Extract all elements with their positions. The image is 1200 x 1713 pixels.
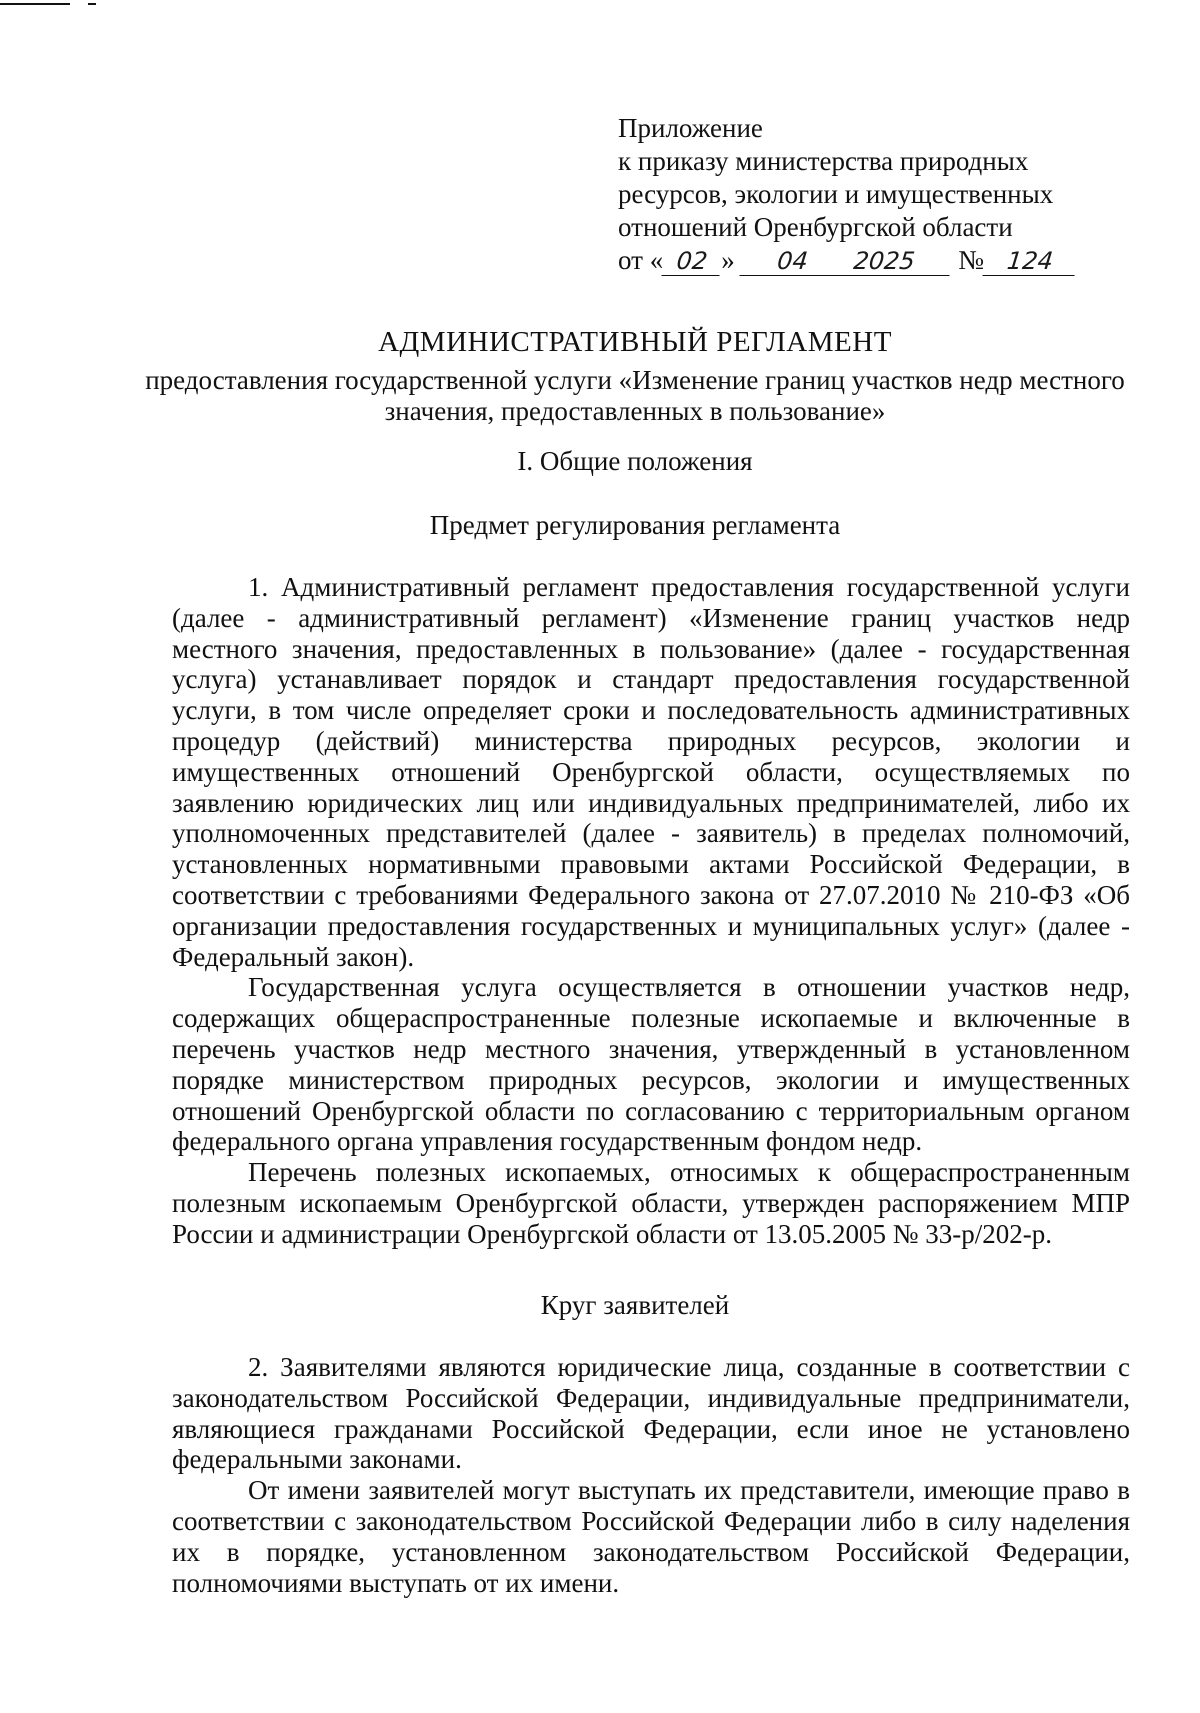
appendix-line: к приказу министерства природных — [618, 146, 1029, 176]
body-block-1 — [172, 572, 1130, 1250]
paragraph: Перечень полезных ископаемых, относимых к общераспространенным полезным ископаемым Оренбургской области, утвержден распоряжением МПР России и администрации Оренбургской области от 13.05.2005 № 33-р/202-р. — [172, 1157, 1130, 1249]
document-title: АДМИНИСТРАТИВНЫЙ РЕГЛАМЕНТ — [378, 326, 892, 358]
subsection-heading: Круг заявителей — [540, 1290, 730, 1320]
document-subtitle: предоставления государственной услуги «Изменение границ участков недр местного значения, предоставленных в пользование» — [145, 365, 1125, 426]
section-heading: I. Общие положения — [517, 446, 753, 476]
handwritten-year: 2025 — [852, 247, 917, 275]
date-prefix: от « — [618, 245, 664, 275]
number-sign: № — [958, 245, 984, 275]
handwritten-day: 02 — [662, 247, 723, 276]
paragraph: От имени заявителей могут выступать их представители, имеющие право в соответствии с законодательством Российской Федерации либо в силу наделения их в порядке, установленном законодательством Российской Федерации, полномочиями выступать от их имени. — [172, 1475, 1130, 1598]
appendix-line: Приложение — [618, 113, 763, 143]
handwritten-month-year — [740, 247, 953, 276]
scan-edge-mark — [88, 3, 96, 5]
body-block-2 — [172, 1352, 1130, 1598]
title-block — [130, 325, 1140, 427]
appendix-line: ресурсов, экологии и имущественных — [618, 179, 1054, 209]
appendix-header — [618, 112, 1138, 277]
handwritten-month: 04 — [776, 247, 810, 275]
paragraph: 2. Заявителями являются юридические лица, созданные в соответствии с законодательством Российской Федерации, индивидуальные предприниматели, являющиеся гражданами Российской Федерации, если иное не установлено федеральными законами. — [172, 1352, 1130, 1475]
subsection-heading: Предмет регулирования регламента — [429, 510, 841, 540]
paragraph: 1. Административный регламент предоставления государственной услуги (далее - административный регламент) «Изменение границ участков недр местного значения, предоставленных в пользование» (далее - государственная услуга) устанавливает порядок и стандарт предоставления государственной услуги, в том числе определяет сроки и последовательность административных процедур (действий) министерства природных ресурсов, экологии и имущественных отношений Оренбургской области, осуществляемых по заявлению юридических лиц или индивидуальных предпринимателей, либо их уполномоченных представителей (далее - заявитель) в пределах полномочий, установленных нормативными правовыми актами Российской Федерации, в соответствии с требованиями Федерального закона от 27.07.2010 № 210-ФЗ «Об организации предоставления государственных и муниципальных услуг» (далее - Федеральный закон). — [172, 572, 1130, 972]
scan-edge-mark — [0, 3, 70, 5]
paragraph: Государственная услуга осуществляется в отношении участков недр, содержащих общераспространенные полезные ископаемые и включенные в перечень участков недр местного значения, утвержденный в установленном порядке министерством природных ресурсов, экологии и имущественных отношений Оренбургской области по согласованию с территориальным органом федерального органа управления государственным фондом недр. — [172, 972, 1130, 1157]
appendix-line: отношений Оренбургской области — [618, 212, 1013, 242]
handwritten-number: 124 — [982, 247, 1077, 276]
order-date-line — [618, 244, 1138, 277]
date-mid: » — [721, 245, 735, 275]
